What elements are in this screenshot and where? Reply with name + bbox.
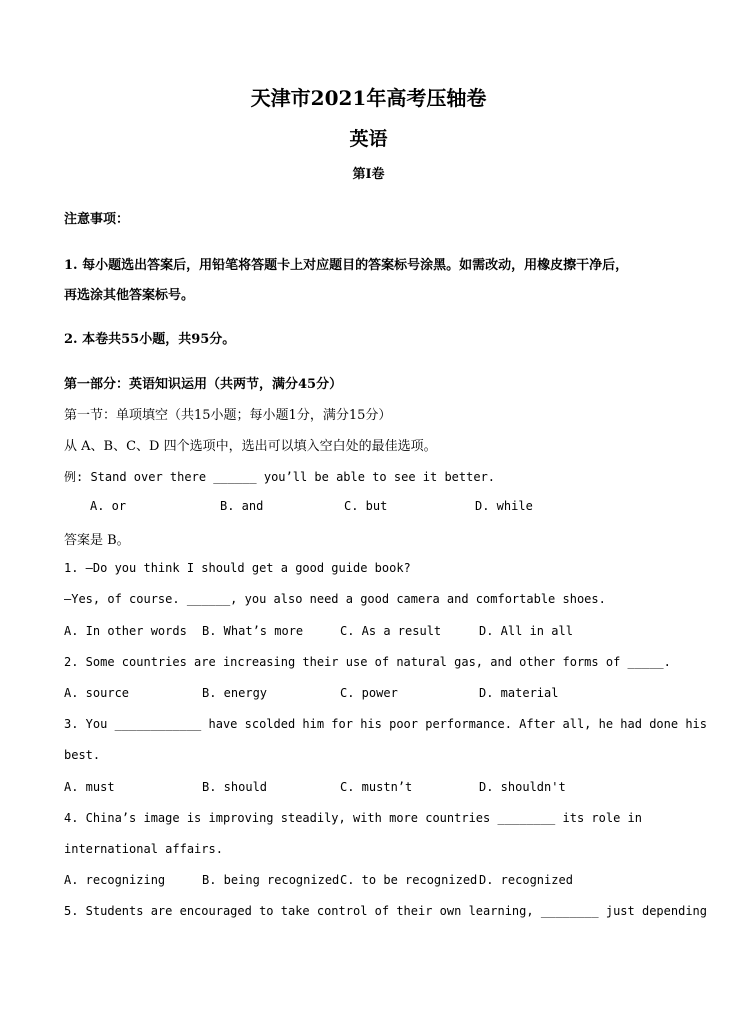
question-4-line-2: international affairs. — [64, 842, 223, 856]
example-question: 例: Stand over there ______ you’ll be able to see it better. — [64, 470, 496, 484]
question-2-option-d: D. material — [479, 686, 559, 700]
question-3-option-d: D. shouldn't — [479, 780, 566, 794]
question-4-option-d: D. recognized — [479, 873, 573, 887]
question-2-option-c: C. power — [340, 686, 398, 700]
notes-heading: 注意事项： — [64, 212, 130, 227]
question-3-line-2: best. — [64, 748, 101, 762]
subject-title: 英语 — [349, 128, 388, 150]
notes-item-2: 2. 本卷共55小题，共95分。 — [64, 332, 236, 347]
question-3-option-a: A. must — [64, 780, 115, 794]
question-4-option-b: B. being recognized — [202, 873, 340, 887]
example-answer: 答案是 B。 — [64, 533, 130, 548]
example-option-d: D. while — [475, 499, 533, 513]
question-4-line-1: 4. China’s image is improving steadily, with more countries ________ its role in — [64, 811, 642, 825]
question-1-line-2: —Yes, of course. ______, you also need a good camera and comfortable shoes. — [64, 592, 606, 606]
question-3-option-c: C. mustn’t — [340, 780, 413, 794]
notes-item-1-line-1: 1. 每小题选出答案后，用铅笔将答题卡上对应题目的答案标号涂黑。如需改动，用橡皮擦干净后， — [64, 258, 629, 273]
question-1-option-d: D. All in all — [479, 624, 573, 638]
question-1-option-a: A. In other words — [64, 624, 187, 638]
part1-heading: 第一部分：英语知识运用（共两节，满分45分） — [64, 377, 343, 392]
question-1-option-c: C. As a result — [340, 624, 442, 638]
question-4-option-c: C. to be recognized — [340, 873, 478, 887]
example-option-c: C. but — [344, 499, 388, 513]
question-1-line-1: 1. —Do you think I should get a good guide book? — [64, 561, 411, 575]
question-2-line-1: 2. Some countries are increasing their use of natural gas, and other forms of _____. — [64, 655, 671, 669]
question-2-option-a: A. source — [64, 686, 130, 700]
notes-item-1-line-2: 再选涂其他答案标号。 — [64, 288, 195, 303]
question-3-line-1: 3. You ____________ have scolded him for his poor performance. After all, he had done his — [64, 717, 707, 731]
section1-heading: 第一节：单项填空（共15小题；每小题1分，满分15分） — [64, 408, 392, 423]
question-4-option-a: A. recognizing — [64, 873, 166, 887]
volume-label: 第Ⅰ卷 — [352, 167, 385, 182]
example-option-b: B. and — [220, 499, 264, 513]
example-option-a: A. or — [90, 499, 127, 513]
question-1-option-b: B. What’s more — [202, 624, 304, 638]
page-title: 天津市2021年高考压轴卷 — [250, 86, 487, 110]
section1-instruction: 从 A、B、C、D 四个选项中，选出可以填入空白处的最佳选项。 — [64, 439, 437, 454]
question-2-option-b: B. energy — [202, 686, 268, 700]
question-5-line-1: 5. Students are encouraged to take control of their own learning, ________ just depending — [64, 904, 707, 918]
question-3-option-b: B. should — [202, 780, 268, 794]
